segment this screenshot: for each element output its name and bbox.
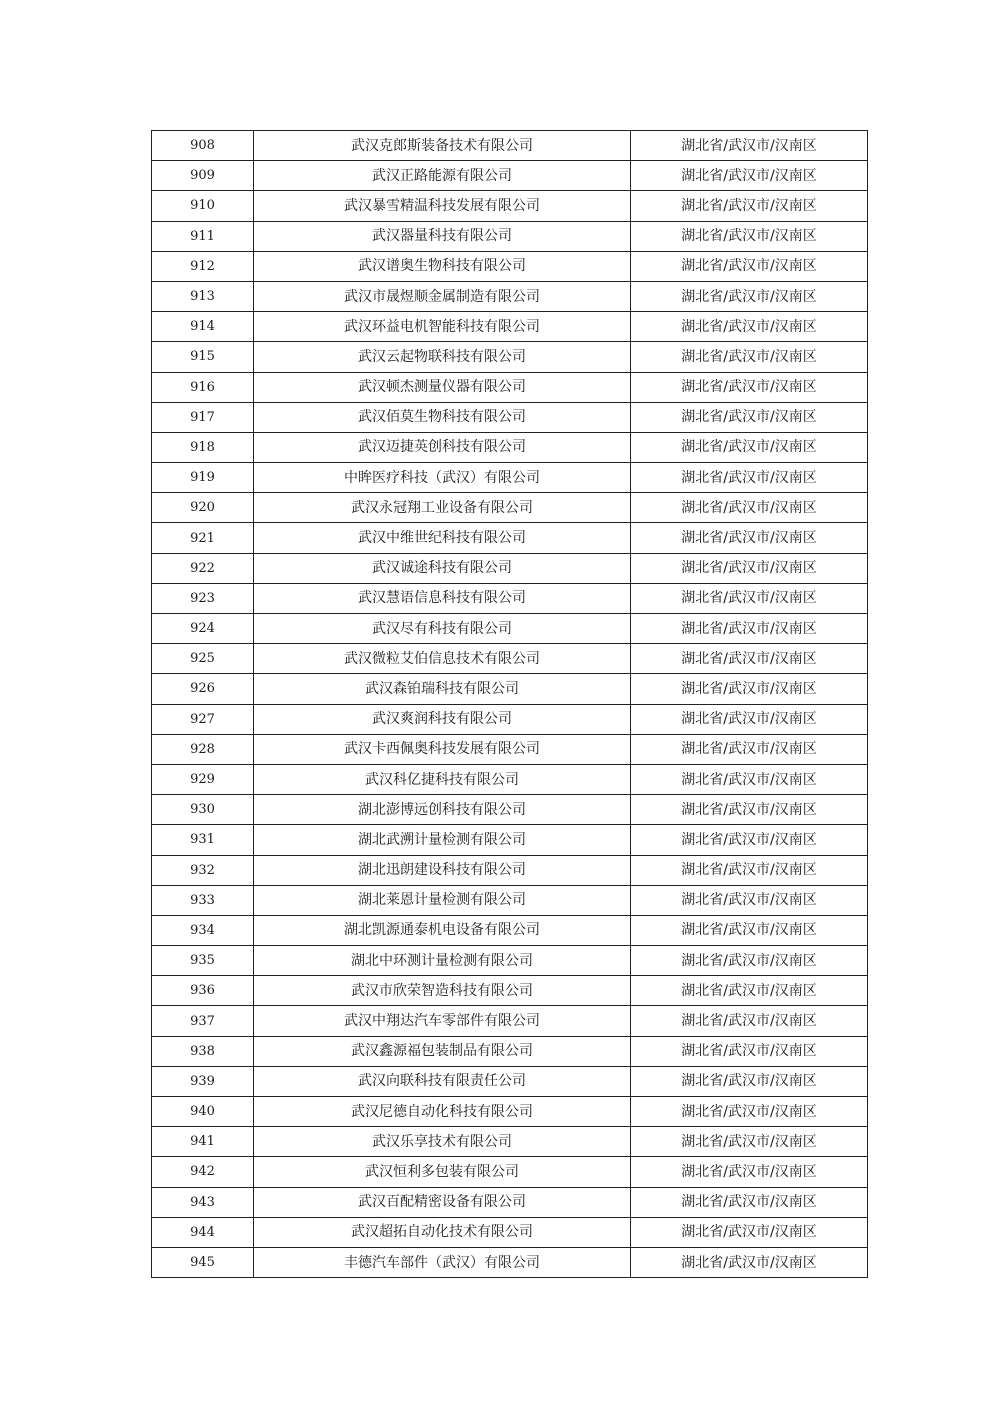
region-cell: 湖北省/武汉市/汉南区 bbox=[631, 1066, 868, 1096]
region-cell: 湖北省/武汉市/汉南区 bbox=[631, 704, 868, 734]
company-name-cell: 武汉正路能源有限公司 bbox=[254, 161, 631, 191]
company-name-cell: 武汉中维世纪科技有限公司 bbox=[254, 523, 631, 553]
region-cell: 湖北省/武汉市/汉南区 bbox=[631, 1127, 868, 1157]
table-row bbox=[152, 161, 868, 191]
region-cell: 湖北省/武汉市/汉南区 bbox=[631, 221, 868, 251]
row-number-cell: 929 bbox=[152, 764, 254, 794]
table-row bbox=[152, 674, 868, 704]
table-row bbox=[152, 191, 868, 221]
region-cell: 湖北省/武汉市/汉南区 bbox=[631, 1157, 868, 1187]
region-cell: 湖北省/武汉市/汉南区 bbox=[631, 885, 868, 915]
region-cell: 湖北省/武汉市/汉南区 bbox=[631, 764, 868, 794]
row-number-cell: 938 bbox=[152, 1036, 254, 1066]
row-number-cell: 941 bbox=[152, 1127, 254, 1157]
region-cell: 湖北省/武汉市/汉南区 bbox=[631, 614, 868, 644]
company-name-cell: 武汉恒利多包装有限公司 bbox=[254, 1157, 631, 1187]
region-cell: 湖北省/武汉市/汉南区 bbox=[631, 1036, 868, 1066]
row-number-cell: 924 bbox=[152, 614, 254, 644]
company-name-cell: 武汉市晟煜顺金属制造有限公司 bbox=[254, 281, 631, 311]
table-row bbox=[152, 704, 868, 734]
company-name-cell: 武汉乐享技术有限公司 bbox=[254, 1127, 631, 1157]
row-number-cell: 923 bbox=[152, 583, 254, 613]
region-cell: 湖北省/武汉市/汉南区 bbox=[631, 191, 868, 221]
company-name-cell: 武汉顿杰测量仪器有限公司 bbox=[254, 372, 631, 402]
table-row bbox=[152, 251, 868, 281]
table-row bbox=[152, 312, 868, 342]
company-name-cell: 湖北凯源通泰机电设备有限公司 bbox=[254, 915, 631, 945]
table-row bbox=[152, 1217, 868, 1247]
row-number-cell: 915 bbox=[152, 342, 254, 372]
company-name-cell: 武汉器量科技有限公司 bbox=[254, 221, 631, 251]
company-name-cell: 武汉克郎斯装备技术有限公司 bbox=[254, 131, 631, 161]
row-number-cell: 910 bbox=[152, 191, 254, 221]
row-number-cell: 925 bbox=[152, 644, 254, 674]
region-cell: 湖北省/武汉市/汉南区 bbox=[631, 161, 868, 191]
company-name-cell: 武汉百配精密设备有限公司 bbox=[254, 1187, 631, 1217]
row-number-cell: 930 bbox=[152, 795, 254, 825]
table-row bbox=[152, 855, 868, 885]
table-row bbox=[152, 825, 868, 855]
company-name-cell: 湖北迅朗建设科技有限公司 bbox=[254, 855, 631, 885]
region-cell: 湖北省/武汉市/汉南区 bbox=[631, 1006, 868, 1036]
region-cell: 湖北省/武汉市/汉南区 bbox=[631, 432, 868, 462]
company-name-cell: 武汉微粒艾伯信息技术有限公司 bbox=[254, 644, 631, 674]
region-cell: 湖北省/武汉市/汉南区 bbox=[631, 855, 868, 885]
region-cell: 湖北省/武汉市/汉南区 bbox=[631, 825, 868, 855]
region-cell: 湖北省/武汉市/汉南区 bbox=[631, 734, 868, 764]
company-name-cell: 武汉森铂瑞科技有限公司 bbox=[254, 674, 631, 704]
company-name-cell: 武汉中翔达汽车零部件有限公司 bbox=[254, 1006, 631, 1036]
row-number-cell: 931 bbox=[152, 825, 254, 855]
table-row bbox=[152, 795, 868, 825]
table-row bbox=[152, 553, 868, 583]
row-number-cell: 933 bbox=[152, 885, 254, 915]
row-number-cell: 916 bbox=[152, 372, 254, 402]
row-number-cell: 917 bbox=[152, 402, 254, 432]
company-name-cell: 武汉超拓自动化技术有限公司 bbox=[254, 1217, 631, 1247]
region-cell: 湖北省/武汉市/汉南区 bbox=[631, 915, 868, 945]
table-row bbox=[152, 1157, 868, 1187]
region-cell: 湖北省/武汉市/汉南区 bbox=[631, 1217, 868, 1247]
row-number-cell: 909 bbox=[152, 161, 254, 191]
company-name-cell: 武汉暴雪精温科技发展有限公司 bbox=[254, 191, 631, 221]
table-row bbox=[152, 734, 868, 764]
row-number-cell: 911 bbox=[152, 221, 254, 251]
row-number-cell: 913 bbox=[152, 281, 254, 311]
company-name-cell: 武汉市欣荣智造科技有限公司 bbox=[254, 976, 631, 1006]
region-cell: 湖北省/武汉市/汉南区 bbox=[631, 1097, 868, 1127]
region-cell: 湖北省/武汉市/汉南区 bbox=[631, 674, 868, 704]
row-number-cell: 914 bbox=[152, 312, 254, 342]
region-cell: 湖北省/武汉市/汉南区 bbox=[631, 1187, 868, 1217]
table-row bbox=[152, 1066, 868, 1096]
region-cell: 湖北省/武汉市/汉南区 bbox=[631, 795, 868, 825]
table-row bbox=[152, 885, 868, 915]
region-cell: 湖北省/武汉市/汉南区 bbox=[631, 342, 868, 372]
company-name-cell: 武汉环益电机智能科技有限公司 bbox=[254, 312, 631, 342]
company-name-cell: 武汉慧语信息科技有限公司 bbox=[254, 583, 631, 613]
table-row bbox=[152, 281, 868, 311]
region-cell: 湖北省/武汉市/汉南区 bbox=[631, 463, 868, 493]
table-row bbox=[152, 372, 868, 402]
table-row bbox=[152, 764, 868, 794]
company-name-cell: 武汉迈捷英创科技有限公司 bbox=[254, 432, 631, 462]
company-name-cell: 湖北中环测计量检测有限公司 bbox=[254, 946, 631, 976]
company-name-cell: 武汉谱奥生物科技有限公司 bbox=[254, 251, 631, 281]
table-row bbox=[152, 1247, 868, 1277]
table-row bbox=[152, 614, 868, 644]
company-name-cell: 武汉佰莫生物科技有限公司 bbox=[254, 402, 631, 432]
row-number-cell: 908 bbox=[152, 131, 254, 161]
row-number-cell: 939 bbox=[152, 1066, 254, 1096]
row-number-cell: 934 bbox=[152, 915, 254, 945]
region-cell: 湖北省/武汉市/汉南区 bbox=[631, 1247, 868, 1277]
region-cell: 湖北省/武汉市/汉南区 bbox=[631, 493, 868, 523]
region-cell: 湖北省/武汉市/汉南区 bbox=[631, 372, 868, 402]
company-name-cell: 武汉爽润科技有限公司 bbox=[254, 704, 631, 734]
table-row bbox=[152, 131, 868, 161]
row-number-cell: 921 bbox=[152, 523, 254, 553]
company-name-cell: 湖北澎博远创科技有限公司 bbox=[254, 795, 631, 825]
table-row bbox=[152, 1187, 868, 1217]
table-row bbox=[152, 402, 868, 432]
company-name-cell: 湖北武溯计量检测有限公司 bbox=[254, 825, 631, 855]
row-number-cell: 937 bbox=[152, 1006, 254, 1036]
company-name-cell: 武汉永冠翔工业设备有限公司 bbox=[254, 493, 631, 523]
table-row bbox=[152, 1127, 868, 1157]
table-row bbox=[152, 432, 868, 462]
row-number-cell: 918 bbox=[152, 432, 254, 462]
region-cell: 湖北省/武汉市/汉南区 bbox=[631, 131, 868, 161]
region-cell: 湖北省/武汉市/汉南区 bbox=[631, 583, 868, 613]
row-number-cell: 920 bbox=[152, 493, 254, 523]
region-cell: 湖北省/武汉市/汉南区 bbox=[631, 523, 868, 553]
company-name-cell: 武汉诚途科技有限公司 bbox=[254, 553, 631, 583]
row-number-cell: 926 bbox=[152, 674, 254, 704]
company-name-cell: 武汉云起物联科技有限公司 bbox=[254, 342, 631, 372]
company-table bbox=[151, 130, 868, 1278]
company-name-cell: 武汉卡西佩奥科技发展有限公司 bbox=[254, 734, 631, 764]
table-row bbox=[152, 915, 868, 945]
region-cell: 湖北省/武汉市/汉南区 bbox=[631, 251, 868, 281]
table-row bbox=[152, 493, 868, 523]
company-name-cell: 武汉向联科技有限责任公司 bbox=[254, 1066, 631, 1096]
table-row bbox=[152, 523, 868, 553]
company-name-cell: 武汉鑫源福包装制品有限公司 bbox=[254, 1036, 631, 1066]
company-name-cell: 武汉尽有科技有限公司 bbox=[254, 614, 631, 644]
region-cell: 湖北省/武汉市/汉南区 bbox=[631, 946, 868, 976]
table-row bbox=[152, 1097, 868, 1127]
row-number-cell: 928 bbox=[152, 734, 254, 764]
table-row bbox=[152, 644, 868, 674]
row-number-cell: 945 bbox=[152, 1247, 254, 1277]
company-name-cell: 武汉尼德自动化科技有限公司 bbox=[254, 1097, 631, 1127]
company-name-cell: 湖北莱恩计量检测有限公司 bbox=[254, 885, 631, 915]
table-row bbox=[152, 221, 868, 251]
table-row bbox=[152, 342, 868, 372]
row-number-cell: 944 bbox=[152, 1217, 254, 1247]
row-number-cell: 936 bbox=[152, 976, 254, 1006]
row-number-cell: 927 bbox=[152, 704, 254, 734]
region-cell: 湖北省/武汉市/汉南区 bbox=[631, 402, 868, 432]
table-row bbox=[152, 583, 868, 613]
table-row bbox=[152, 976, 868, 1006]
row-number-cell: 912 bbox=[152, 251, 254, 281]
region-cell: 湖北省/武汉市/汉南区 bbox=[631, 644, 868, 674]
region-cell: 湖北省/武汉市/汉南区 bbox=[631, 312, 868, 342]
table-row bbox=[152, 463, 868, 493]
table-row bbox=[152, 1036, 868, 1066]
row-number-cell: 919 bbox=[152, 463, 254, 493]
row-number-cell: 922 bbox=[152, 553, 254, 583]
row-number-cell: 943 bbox=[152, 1187, 254, 1217]
company-name-cell: 丰德汽车部件（武汉）有限公司 bbox=[254, 1247, 631, 1277]
company-name-cell: 中眸医疗科技（武汉）有限公司 bbox=[254, 463, 631, 493]
table-body bbox=[152, 131, 868, 1278]
region-cell: 湖北省/武汉市/汉南区 bbox=[631, 281, 868, 311]
region-cell: 湖北省/武汉市/汉南区 bbox=[631, 976, 868, 1006]
table-row bbox=[152, 1006, 868, 1036]
row-number-cell: 942 bbox=[152, 1157, 254, 1187]
table-row bbox=[152, 946, 868, 976]
region-cell: 湖北省/武汉市/汉南区 bbox=[631, 553, 868, 583]
row-number-cell: 940 bbox=[152, 1097, 254, 1127]
row-number-cell: 935 bbox=[152, 946, 254, 976]
company-name-cell: 武汉科亿捷科技有限公司 bbox=[254, 764, 631, 794]
row-number-cell: 932 bbox=[152, 855, 254, 885]
